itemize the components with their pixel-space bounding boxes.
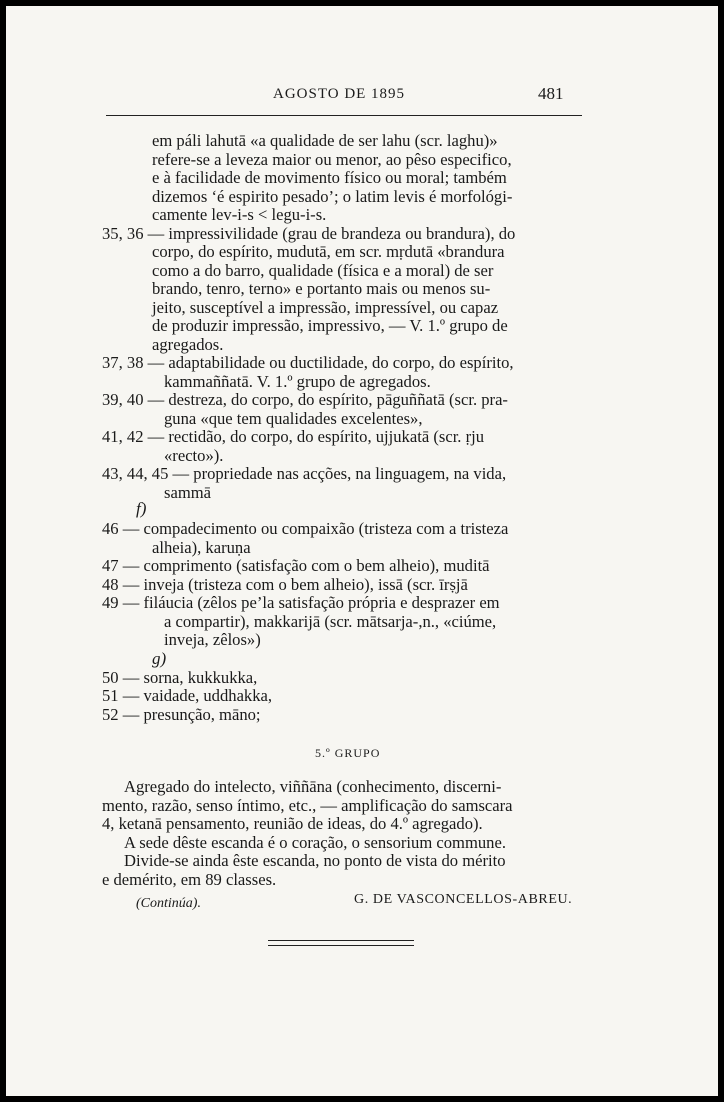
- text-line: camente lev-i-s < legu-i-s.: [152, 205, 327, 224]
- text-line: em páli lahutā «a qualidade de ser lahu (scr. laghu)»: [152, 131, 498, 150]
- text-line: 35, 36 — impressivilidade (grau de brandeza ou brandura), do: [102, 223, 516, 243]
- glossary-block-f: [102, 520, 582, 650]
- subsection-g: [102, 650, 582, 669]
- end-rule-2: [268, 945, 414, 946]
- text-line: a compartir), makkarijā (scr. mātsarja-,n., «ciúme,: [164, 611, 497, 631]
- page-number: 481: [538, 84, 564, 103]
- main-text: [102, 132, 582, 724]
- author-signature: G. DE VASCONCELLOS-ABREU.: [354, 892, 573, 907]
- text-line: kammaññatā. V. 1.º grupo de agregados.: [164, 371, 431, 391]
- text-line: 46 — compadecimento ou compaixão (tristeza com a tristeza: [102, 519, 509, 538]
- book-page: [6, 6, 718, 1096]
- subsection-f: [102, 499, 582, 520]
- text-line: e demérito, em 89 classes.: [102, 869, 277, 889]
- text-line: jeito, susceptível a impressão, impressível, ou capaz: [152, 297, 499, 317]
- subsection-g-label: g): [152, 648, 167, 668]
- group-title: 5.º GRUPO: [315, 746, 381, 760]
- text-line: dizemos ‘é espirito pesado’; o latim levis é morfológi-: [152, 186, 513, 206]
- text-line: 49 — filáucia (zêlos pe’la satisfação própria e desprazer em: [102, 593, 500, 612]
- text-line: 48 — inveja (tristeza com o bem alheio), issā (scr. īrṣjā: [102, 574, 468, 594]
- text-line: 51 — vaidade, uddhakka,: [102, 686, 273, 705]
- text-line: agregados.: [152, 334, 224, 354]
- text-line: de produzir impressão, impressivo, — V. 1.º grupo de: [152, 316, 508, 335]
- text-line: refere-se a leveza maior ou menor, ao pêso especifico,: [152, 149, 512, 169]
- text-line: 41, 42 — rectidão, do corpo, do espírito, ujjukatā (scr. ṛju: [102, 427, 485, 446]
- glossary-block-g: [102, 669, 582, 725]
- text-line: mento, razão, senso íntimo, etc., — amplificação do samscara: [102, 795, 513, 815]
- text-line: 39, 40 — destreza, do corpo, do espírito, pāguññatā (scr. pra-: [102, 390, 508, 409]
- glossary-block: [102, 132, 582, 502]
- subsection-f-label: f): [136, 499, 147, 518]
- paragraph-lines: [102, 778, 592, 889]
- header-title: AGOSTO DE 1895: [273, 86, 406, 102]
- text-line: 47 — comprimento (satisfação com o bem alheio), muditā: [102, 556, 490, 575]
- text-line: A sede dêste escanda é o coração, o sensorium commune.: [124, 832, 506, 852]
- text-line: brando, tenro, terno» e portanto mais ou menos su-: [152, 279, 491, 298]
- text-line: corpo, do espírito, mudutā, em scr. mṛdutā «brandura: [152, 242, 505, 261]
- running-header: [6, 84, 718, 114]
- text-line: e à facilidade de movimento físico ou moral; também: [152, 168, 507, 187]
- text-line: 37, 38 — adaptabilidade ou ductilidade, do corpo, do espírito,: [102, 353, 514, 372]
- text-line: sammā: [164, 482, 212, 502]
- end-rule-1: [268, 940, 414, 941]
- text-line: como a do barro, qualidade (física e a moral) de ser: [152, 260, 494, 280]
- header-rule: [106, 115, 582, 116]
- text-line: 52 — presunção, māno;: [102, 704, 261, 724]
- text-line: guna «que tem qualidades excelentes»,: [164, 408, 423, 428]
- text-line: 43, 44, 45 — propriedade nas acções, na linguagem, na vida,: [102, 464, 507, 483]
- continua-note: (Continúa).: [136, 896, 201, 911]
- text-line: «recto»).: [164, 445, 224, 465]
- text-line: alheia), karuṇa: [152, 537, 251, 557]
- text-line: 50 — sorna, kukkukka,: [102, 667, 258, 687]
- text-line: 4, ketanā pensamento, reunião de ideas, do 4.º agregado).: [102, 814, 483, 833]
- paragraph: [102, 778, 592, 889]
- text-line: inveja, zêlos»): [164, 630, 261, 649]
- text-line: Divide-se ainda êste escanda, no ponto de vista do mérito: [124, 851, 506, 870]
- text-line: Agregado do intelecto, viññāna (conhecimento, discerni-: [124, 777, 502, 796]
